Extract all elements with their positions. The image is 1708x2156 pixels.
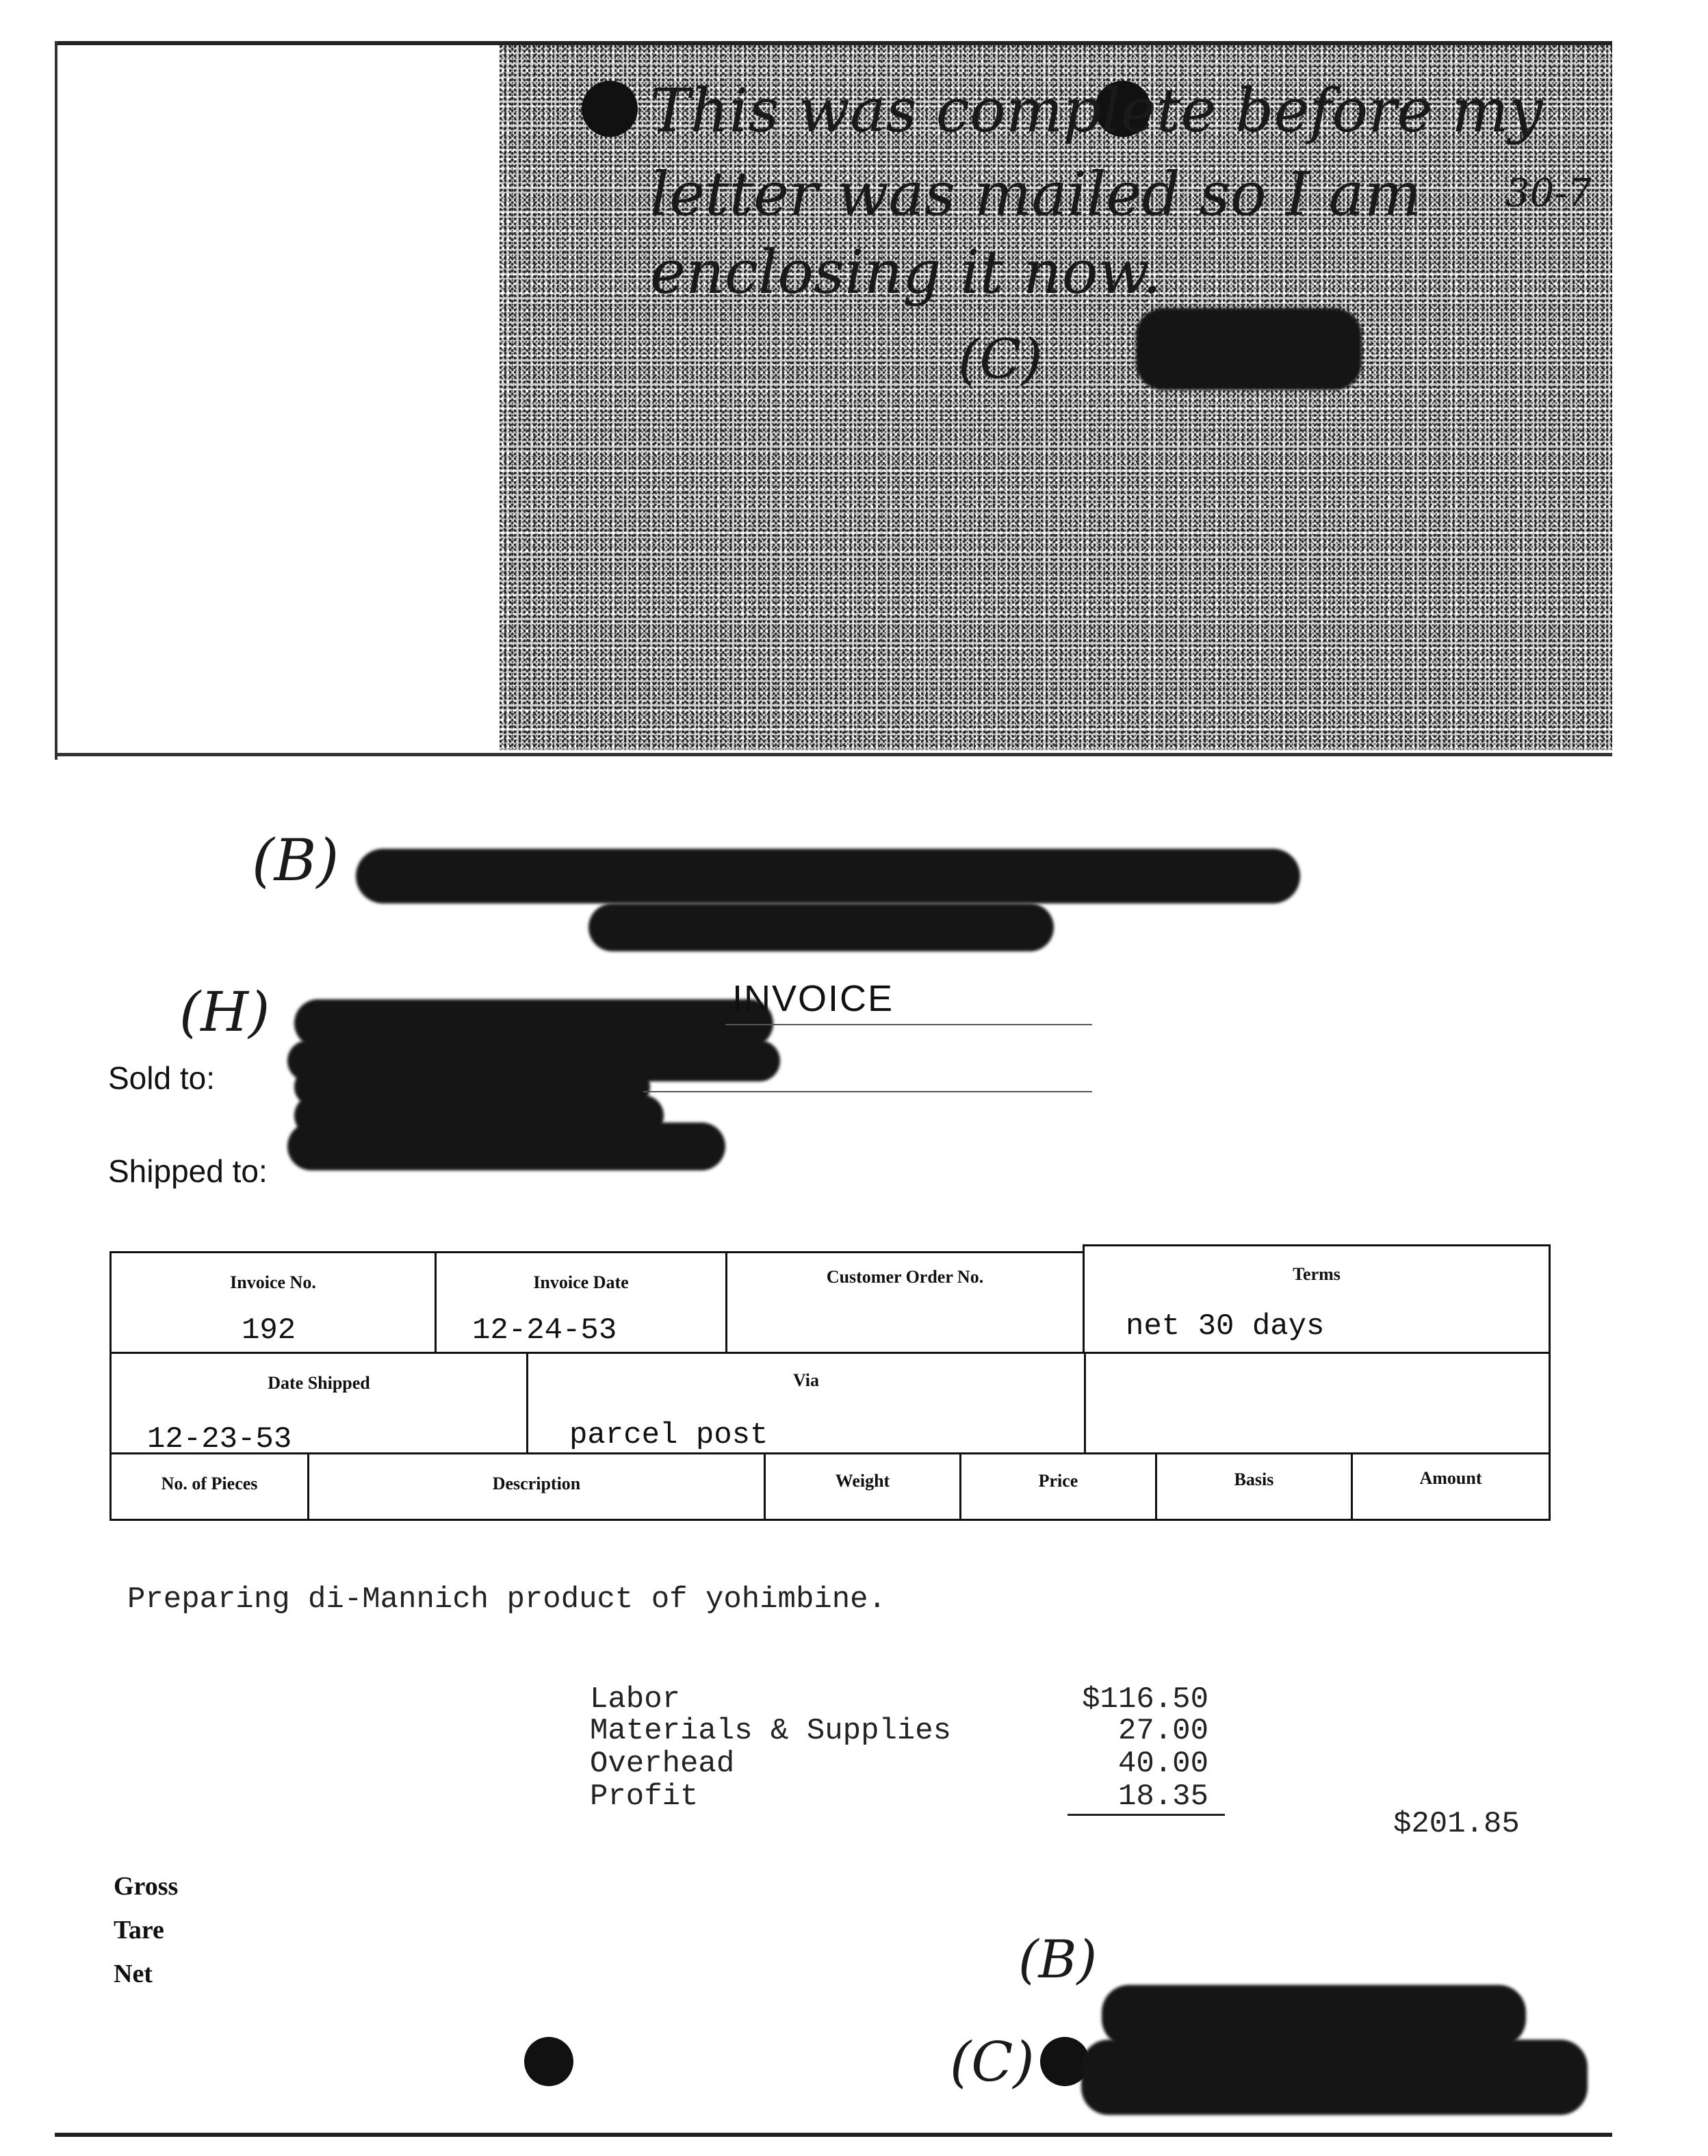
note-panel xyxy=(500,45,1612,750)
note-line-2: letter was mailed so I am xyxy=(650,159,1422,229)
shipped-to-label: Shipped to: xyxy=(108,1153,268,1189)
invoice-total: $201.85 xyxy=(1393,1807,1520,1841)
mark-b-top: (B) xyxy=(252,827,339,894)
redaction xyxy=(1136,308,1362,390)
net-label: Net xyxy=(114,1960,153,1988)
price-header: Price xyxy=(1038,1471,1078,1491)
customer-order-header: Customer Order No. xyxy=(826,1267,984,1287)
item-amount-profit: 18.35 xyxy=(1117,1780,1208,1814)
via-value: parcel post xyxy=(569,1418,768,1452)
section-divider xyxy=(55,753,1612,756)
invoice-no-cell xyxy=(109,1251,437,1354)
customer-order-cell xyxy=(725,1251,1085,1354)
invoice-no-value: 192 xyxy=(242,1313,296,1348)
weight-header: Weight xyxy=(835,1471,890,1491)
mark-b-bottom: (B) xyxy=(1018,1929,1098,1990)
terms-value: net 30 days xyxy=(1126,1309,1325,1344)
bottom-border xyxy=(55,2133,1612,2137)
title-underline xyxy=(643,1091,1092,1092)
weight-header-cell xyxy=(764,1452,961,1521)
basis-header: Basis xyxy=(1234,1470,1274,1489)
punch-hole xyxy=(524,2037,573,2086)
subtotal-rule xyxy=(1068,1814,1225,1816)
date-shipped-header: Date Shipped xyxy=(268,1373,370,1393)
invoice-date-cell xyxy=(435,1251,727,1354)
via-cell xyxy=(526,1352,1086,1454)
mark-h: (H) xyxy=(179,980,270,1044)
terms-cell xyxy=(1083,1244,1551,1354)
invoice-title: INVOICE xyxy=(732,978,894,1019)
gross-label: Gross xyxy=(114,1872,179,1901)
date-shipped-value: 12-23-53 xyxy=(147,1422,292,1456)
invoice-no-header: Invoice No. xyxy=(230,1272,316,1292)
mark-c-bottom: (C) xyxy=(950,2030,1035,2094)
item-amount-overhead: 40.00 xyxy=(1117,1747,1208,1781)
redaction xyxy=(588,903,1054,951)
punch-hole xyxy=(582,81,638,137)
note-margin-mark: 30-7 xyxy=(1505,171,1592,216)
invoice-date-value: 12-24-53 xyxy=(472,1313,617,1348)
pieces-header: No. of Pieces xyxy=(161,1474,258,1493)
title-underline xyxy=(725,1024,1092,1025)
item-label-labor: Labor xyxy=(590,1682,681,1717)
note-line-1: This was complete before my xyxy=(650,75,1543,146)
item-amount-labor: $116.50 xyxy=(1082,1682,1208,1717)
amount-header: Amount xyxy=(1419,1468,1482,1488)
item-amount-materials: 27.00 xyxy=(1117,1714,1208,1748)
redaction xyxy=(287,1122,725,1170)
terms-header: Terms xyxy=(1293,1264,1341,1284)
invoice-date-header: Invoice Date xyxy=(533,1272,629,1292)
pieces-header-cell xyxy=(109,1452,309,1521)
description-header-cell xyxy=(307,1452,766,1521)
description-header: Description xyxy=(492,1474,581,1493)
item-label-materials: Materials & Supplies xyxy=(590,1714,952,1748)
sold-to-label: Sold to: xyxy=(108,1060,215,1096)
amount-header-cell xyxy=(1351,1452,1551,1521)
via-header: Via xyxy=(792,1370,820,1390)
redaction xyxy=(356,849,1300,903)
redaction xyxy=(1081,2040,1588,2115)
left-edge xyxy=(55,41,57,760)
blank-cell xyxy=(1084,1352,1551,1454)
tare-label: Tare xyxy=(114,1916,164,1945)
note-mark: (C) xyxy=(958,327,1043,391)
redaction xyxy=(1102,1985,1526,2046)
basis-header-cell xyxy=(1155,1452,1353,1521)
description-line: Preparing di-Mannich product of yohimbine. xyxy=(127,1582,886,1617)
date-shipped-cell xyxy=(109,1352,528,1454)
price-header-cell xyxy=(959,1452,1157,1521)
note-line-3: enclosing it now. xyxy=(650,237,1162,307)
item-label-profit: Profit xyxy=(590,1780,699,1814)
item-label-overhead: Overhead xyxy=(590,1747,735,1781)
